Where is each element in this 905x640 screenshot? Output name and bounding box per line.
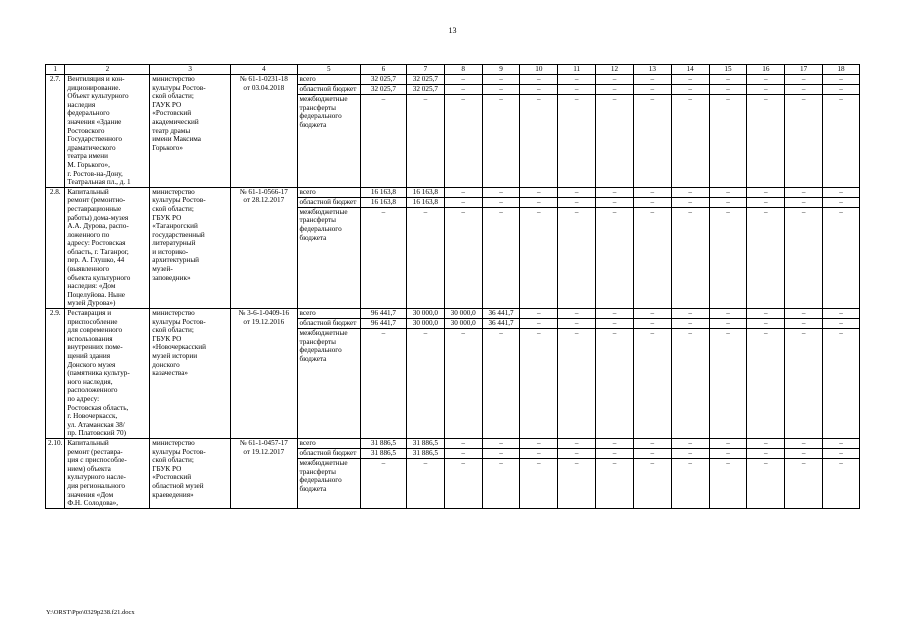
funding-value: – (785, 85, 823, 95)
funding-value: 96 441,7 (360, 309, 406, 319)
funding-value: – (520, 187, 558, 197)
funding-value: – (520, 197, 558, 207)
funding-value: – (558, 207, 596, 308)
funding-value: – (747, 207, 785, 308)
funding-value: 96 441,7 (360, 319, 406, 329)
funding-value: – (671, 329, 709, 439)
funding-value: – (633, 85, 671, 95)
funding-value: – (596, 75, 634, 85)
funding-value: – (520, 458, 558, 508)
funding-value: – (482, 95, 520, 188)
funding-value: – (406, 329, 444, 439)
funding-value: – (633, 187, 671, 197)
funding-value: – (520, 207, 558, 308)
funding-value: – (823, 438, 860, 448)
funding-value: – (785, 207, 823, 308)
funding-value: – (709, 95, 747, 188)
funding-value: – (633, 207, 671, 308)
funding-value: – (482, 438, 520, 448)
funding-value: – (482, 207, 520, 308)
funding-value: – (596, 329, 634, 439)
column-number-header: 16 (747, 65, 785, 75)
funding-value: – (785, 309, 823, 319)
funding-value: – (823, 75, 860, 85)
expertise-code: № 3-6-1-0409-16 от 19.12.2016 (231, 309, 297, 439)
funding-value: 31 886,5 (360, 438, 406, 448)
funding-value: – (823, 85, 860, 95)
funding-value: – (709, 75, 747, 85)
funding-value: – (823, 197, 860, 207)
funding-value: – (671, 95, 709, 188)
file-path-footer: Y:\ORST\Ppo\0329p238.f21.docx (46, 609, 135, 616)
funding-source: межбюджетные трансферты федерального бюджета (297, 458, 360, 508)
funding-value: – (596, 207, 634, 308)
funding-value: – (747, 85, 785, 95)
item-number: 2.10. (46, 438, 65, 508)
funding-value: – (520, 448, 558, 458)
column-number-header: 4 (231, 65, 297, 75)
funding-value: 16 163,8 (406, 187, 444, 197)
funding-value: – (785, 438, 823, 448)
object-name: Капитальный ремонт (ремонтно- реставрационные работы) дома-музея А.А. Дурова, распо- ложенного по адресу: Ростовская область, г. Таганрог, пер. А. Глушко, 44 (выявленного объекта культурного наследия: «Дом Поцелуйова. Ныне музей Дурова») (65, 187, 150, 308)
funding-value: – (747, 187, 785, 197)
funding-value: – (444, 329, 482, 439)
funding-value: 30 000,0 (444, 319, 482, 329)
funding-value: 31 886,5 (406, 438, 444, 448)
column-number-header: 15 (709, 65, 747, 75)
funding-value: – (633, 458, 671, 508)
table-row (46, 75, 860, 85)
program-table (45, 64, 860, 509)
funding-value: – (482, 448, 520, 458)
column-number-header: 17 (785, 65, 823, 75)
funding-value: – (747, 309, 785, 319)
funding-value: 32 025,7 (360, 75, 406, 85)
column-number-header: 13 (633, 65, 671, 75)
expertise-code: № 61-1-0231-18 от 03.04.2018 (231, 75, 297, 188)
funding-value: – (633, 448, 671, 458)
funding-value: – (823, 448, 860, 458)
funding-value: – (596, 187, 634, 197)
table-row (46, 438, 860, 448)
funding-value: 30 000,0 (444, 309, 482, 319)
funding-value: – (444, 95, 482, 188)
funding-value: – (785, 458, 823, 508)
funding-value: – (747, 458, 785, 508)
funding-value: – (558, 85, 596, 95)
responsible-org: министерство культуры Ростов- ской области; ГБУК РО «Таганрогский государственный литературный и историко- архитектурный музей- заповедник» (150, 187, 231, 308)
funding-value: – (747, 319, 785, 329)
funding-value: – (671, 309, 709, 319)
funding-value: – (671, 319, 709, 329)
funding-value: – (823, 187, 860, 197)
funding-value: – (444, 85, 482, 95)
funding-value: – (596, 438, 634, 448)
funding-value: – (709, 448, 747, 458)
column-number-header: 1 (46, 65, 65, 75)
funding-value: – (671, 85, 709, 95)
item-number: 2.7. (46, 75, 65, 188)
column-number-header: 12 (596, 65, 634, 75)
funding-source: межбюджетные трансферты федерального бюджета (297, 329, 360, 439)
funding-source: областной бюджет (297, 448, 360, 458)
funding-value: – (709, 309, 747, 319)
funding-value: – (558, 75, 596, 85)
funding-value: – (747, 197, 785, 207)
funding-value: – (520, 309, 558, 319)
funding-value: – (785, 329, 823, 439)
expertise-code: № 61-1-0457-17 от 19.12.2017 (231, 438, 297, 508)
funding-value: 16 163,8 (360, 197, 406, 207)
expertise-code: № 61-1-0566-17 от 28.12.2017 (231, 187, 297, 308)
column-number-header: 10 (520, 65, 558, 75)
funding-value: – (785, 187, 823, 197)
funding-value: – (482, 197, 520, 207)
funding-value: – (709, 197, 747, 207)
funding-value: – (520, 95, 558, 188)
funding-value: – (709, 187, 747, 197)
funding-value: – (633, 75, 671, 85)
funding-value: – (520, 319, 558, 329)
funding-value: – (558, 329, 596, 439)
funding-value: – (360, 95, 406, 188)
object-name: Капитальный ремонт (реставра- ция с приспособле- нием) объекта культурного насле- дия регионального значения «Дом Ф.Н. Солодова», (65, 438, 150, 508)
funding-value: – (823, 329, 860, 439)
funding-value: – (709, 319, 747, 329)
funding-value: – (444, 187, 482, 197)
funding-value: – (747, 329, 785, 439)
funding-value: – (360, 207, 406, 308)
funding-value: – (406, 207, 444, 308)
funding-value: – (406, 458, 444, 508)
funding-value: – (671, 448, 709, 458)
funding-value: – (558, 448, 596, 458)
funding-value: – (633, 319, 671, 329)
funding-value: – (747, 75, 785, 85)
funding-value: – (596, 458, 634, 508)
funding-value: 36 441,7 (482, 309, 520, 319)
funding-value: – (785, 197, 823, 207)
funding-value: – (747, 438, 785, 448)
funding-value: – (444, 448, 482, 458)
funding-value: – (596, 85, 634, 95)
column-number-header: 5 (297, 65, 360, 75)
funding-value: – (709, 438, 747, 448)
funding-value: – (558, 197, 596, 207)
column-number-header: 8 (444, 65, 482, 75)
column-number-header: 2 (65, 65, 150, 75)
funding-value: – (633, 329, 671, 439)
funding-value: – (482, 75, 520, 85)
funding-value: – (596, 197, 634, 207)
funding-source: межбюджетные трансферты федерального бюджета (297, 207, 360, 308)
funding-value: – (709, 329, 747, 439)
funding-value: – (482, 85, 520, 95)
funding-source: всего (297, 187, 360, 197)
funding-value: – (709, 85, 747, 95)
funding-value: 31 886,5 (360, 448, 406, 458)
funding-value: – (520, 85, 558, 95)
funding-value: – (558, 458, 596, 508)
funding-value: – (596, 448, 634, 458)
funding-value: 16 163,8 (360, 187, 406, 197)
funding-value: – (520, 75, 558, 85)
funding-value: – (482, 187, 520, 197)
funding-value: – (747, 448, 785, 458)
funding-value: – (823, 309, 860, 319)
funding-source: всего (297, 438, 360, 448)
funding-value: – (671, 75, 709, 85)
column-number-header: 14 (671, 65, 709, 75)
table-row (46, 187, 860, 197)
funding-value: 16 163,8 (406, 197, 444, 207)
funding-value: – (823, 207, 860, 308)
funding-value: – (785, 95, 823, 188)
funding-value: 32 025,7 (406, 85, 444, 95)
funding-value: – (520, 438, 558, 448)
column-number-header: 3 (150, 65, 231, 75)
column-number-header: 18 (823, 65, 860, 75)
funding-source: областной бюджет (297, 319, 360, 329)
funding-value: – (596, 309, 634, 319)
funding-value: – (444, 207, 482, 308)
funding-value: – (633, 95, 671, 188)
funding-value: – (823, 95, 860, 188)
funding-value: – (482, 329, 520, 439)
funding-value: – (444, 75, 482, 85)
funding-value: – (596, 319, 634, 329)
funding-value: – (444, 458, 482, 508)
item-number: 2.9. (46, 309, 65, 439)
funding-source: областной бюджет (297, 85, 360, 95)
funding-value: 30 000,0 (406, 309, 444, 319)
funding-value: – (520, 329, 558, 439)
table-row (46, 309, 860, 319)
object-name: Вентиляция и кон- диционирование. Объект культурного наследия федерального значения «Здание Ростовского Государственного драматического театра имени М. Горького», г. Ростов-на-Дону, Театральная пл., д. 1 (65, 75, 150, 188)
responsible-org: министерство культуры Ростов- ской области; ГБУК РО «Новочеркасский музей истории донского казачества» (150, 309, 231, 439)
funding-value: – (633, 309, 671, 319)
funding-source: межбюджетные трансферты федерального бюджета (297, 95, 360, 188)
funding-value: – (671, 187, 709, 197)
funding-value: – (671, 207, 709, 308)
column-number-header: 6 (360, 65, 406, 75)
column-number-header: 9 (482, 65, 520, 75)
page-number: 13 (448, 26, 457, 35)
funding-value: – (558, 95, 596, 188)
funding-value: – (671, 458, 709, 508)
funding-value: – (709, 207, 747, 308)
funding-value: – (709, 458, 747, 508)
funding-value: – (360, 329, 406, 439)
funding-value: 32 025,7 (360, 85, 406, 95)
funding-value: – (558, 319, 596, 329)
funding-value: – (823, 319, 860, 329)
column-number-header: 11 (558, 65, 596, 75)
funding-value: – (633, 438, 671, 448)
funding-value: – (671, 197, 709, 207)
object-name: Реставрация и приспособление для современного использования внутренних поме- щений здания Донского музея (памятника культур- ного наследия, расположенного по адресу: Ростовская область, г. Новочеркасск, ул. Атаманская 38/ пр. Платовский 70) (65, 309, 150, 439)
funding-value: – (482, 458, 520, 508)
funding-source: всего (297, 75, 360, 85)
funding-value: 36 441,7 (482, 319, 520, 329)
funding-value: – (785, 319, 823, 329)
funding-value: – (823, 458, 860, 508)
item-number: 2.8. (46, 187, 65, 308)
funding-value: – (671, 438, 709, 448)
funding-value: – (444, 197, 482, 207)
funding-value: – (558, 438, 596, 448)
funding-value: – (747, 95, 785, 188)
funding-source: областной бюджет (297, 197, 360, 207)
header-row (46, 65, 860, 75)
funding-value: – (785, 448, 823, 458)
funding-value: 32 025,7 (406, 75, 444, 85)
funding-value: 30 000,0 (406, 319, 444, 329)
responsible-org: министерство культуры Ростов- ской области; ГАУК РО «Ростовский академический театр драмы имени Максима Горького» (150, 75, 231, 188)
funding-value: – (406, 95, 444, 188)
funding-value: – (633, 197, 671, 207)
funding-value: – (596, 95, 634, 188)
funding-value: 31 886,5 (406, 448, 444, 458)
funding-value: – (444, 438, 482, 448)
funding-source: всего (297, 309, 360, 319)
funding-value: – (360, 458, 406, 508)
funding-value: – (558, 309, 596, 319)
funding-value: – (785, 75, 823, 85)
column-number-header: 7 (406, 65, 444, 75)
responsible-org: министерство культуры Ростов- ской области; ГБУК РО «Ростовский областной музей краеведения» (150, 438, 231, 508)
funding-value: – (558, 187, 596, 197)
